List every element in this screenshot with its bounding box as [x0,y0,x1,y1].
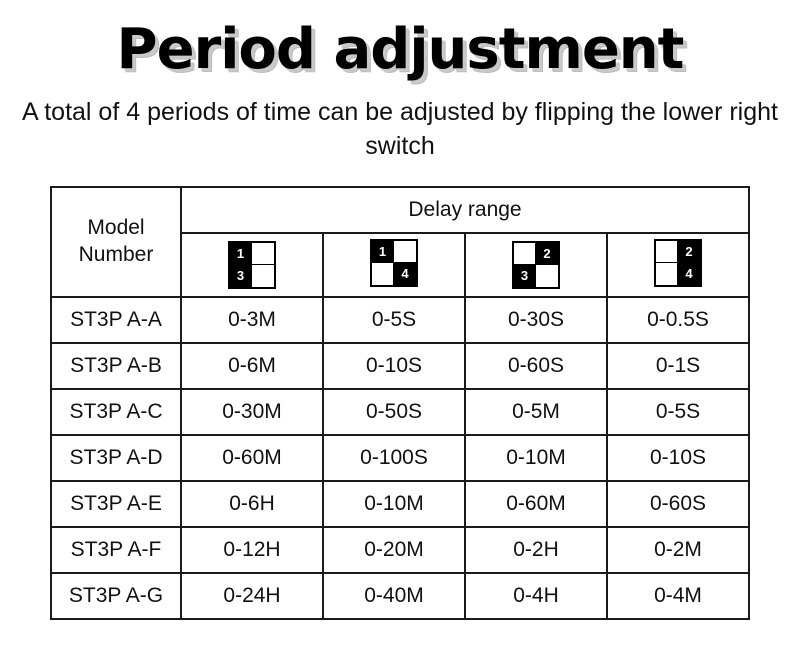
delay-value-cell: 0-2H [465,527,607,573]
delay-value-cell: 0-60M [181,435,323,481]
model-number-cell: ST3P A-F [51,527,181,573]
page-root [0,17,800,672]
dip-switch-cell: 4 [394,263,416,285]
delay-value-cell: 0-5S [607,389,749,435]
dip-switch-cell: 1 [230,243,252,265]
table-row [51,527,749,573]
dip-switch-cell [656,263,678,285]
delay-value-cell: 0-5M [465,389,607,435]
delay-value-cell: 0-0.5S [607,297,749,343]
delay-value-cell: 0-6H [181,481,323,527]
delay-value-cell: 0-4H [465,573,607,619]
dip-switch-cell [656,241,678,263]
delay-value-cell: 0-4M [607,573,749,619]
dip-switch-cell [372,263,394,285]
switch-header-cell-2 [323,233,465,297]
dip-switch-cell: 1 [372,241,394,263]
model-number-cell: ST3P A-C [51,389,181,435]
switch-header-cell-4 [607,233,749,297]
delay-value-cell: 0-10S [607,435,749,481]
model-number-header [51,187,181,297]
dip-switch-cell [514,243,536,265]
table-row [51,343,749,389]
table-row [51,481,749,527]
table-row [51,573,749,619]
table-header-row [51,187,749,233]
delay-value-cell: 0-10M [323,481,465,527]
table-row [51,389,749,435]
dip-switch-cell [252,265,274,287]
delay-range-table [50,186,750,620]
delay-value-cell: 0-60M [465,481,607,527]
delay-value-cell: 0-12H [181,527,323,573]
spec-table-container [50,186,750,620]
model-number-cell: ST3P A-E [51,481,181,527]
model-number-header-line2: Number [78,242,154,266]
delay-value-cell: 0-3M [181,297,323,343]
model-number-cell: ST3P A-D [51,435,181,481]
dip-switch-cell: 2 [536,243,558,265]
dip-switch-icon-4 [654,239,702,287]
delay-value-cell: 0-10M [465,435,607,481]
model-number-cell: ST3P A-G [51,573,181,619]
delay-value-cell: 0-2M [607,527,749,573]
dip-switch-cell: 2 [678,241,700,263]
delay-value-cell: 0-20M [323,527,465,573]
delay-value-cell: 0-24H [181,573,323,619]
delay-value-cell: 0-30S [465,297,607,343]
model-number-cell: ST3P A-A [51,297,181,343]
dip-switch-cell [536,265,558,287]
delay-value-cell: 0-1S [607,343,749,389]
page-subtitle: A total of 4 periods of time can be adjusted by flipping the lower right switch [21,98,778,160]
dip-switch-icon-1 [228,241,276,289]
delay-value-cell: 0-10S [323,343,465,389]
model-number-cell: ST3P A-B [51,343,181,389]
dip-switch-icon-2 [370,239,418,287]
delay-value-cell: 0-40M [323,573,465,619]
dip-switch-cell: 4 [678,263,700,285]
switch-header-cell-3 [465,233,607,297]
table-row [51,435,749,481]
model-number-header-line1: Model [87,216,145,240]
delay-value-cell: 0-60S [465,343,607,389]
delay-value-cell: 0-100S [323,435,465,481]
dip-switch-cell: 3 [230,265,252,287]
delay-value-cell: 0-50S [323,389,465,435]
dip-switch-cell [252,243,274,265]
table-row [51,297,749,343]
dip-switch-icon-3 [512,241,560,289]
delay-value-cell: 0-60S [607,481,749,527]
delay-value-cell: 0-6M [181,343,323,389]
page-title: Period adjustment [116,17,684,82]
delay-value-cell: 0-5S [323,297,465,343]
delay-range-header: Delay range [181,187,749,233]
switch-header-cell-1 [181,233,323,297]
delay-value-cell: 0-30M [181,389,323,435]
dip-switch-cell [394,241,416,263]
dip-switch-cell: 3 [514,265,536,287]
